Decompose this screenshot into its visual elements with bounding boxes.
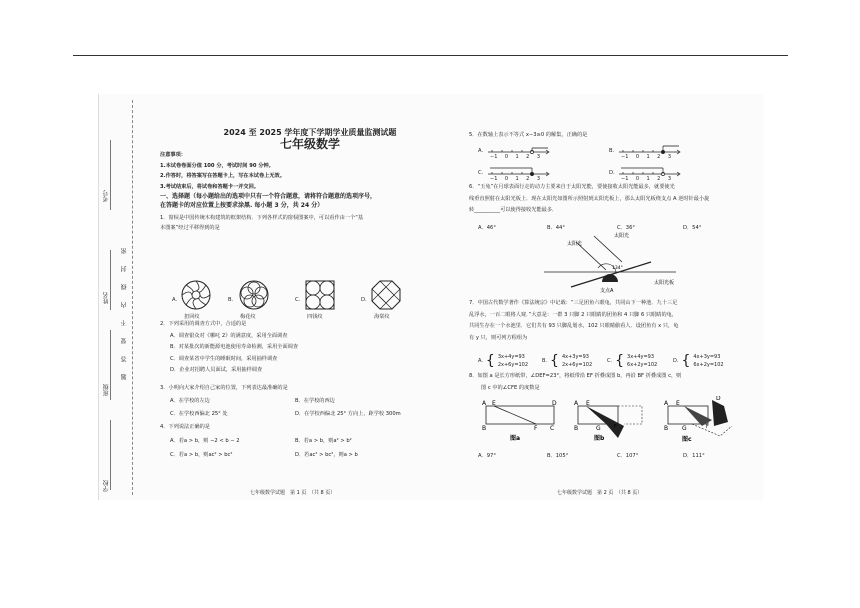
question-2: 2．下列采用的调查方式中，合适的是 A．调查银众对《哪吒 2》的满意度，采用全面调查 B．对某批次的新能源电池使用寿命检测，采用全面调查 C．调查某省中学生的睡眠时间，采用抽样调查 D．企业对招聘人员面试，采用抽样调查	[160, 321, 299, 373]
q4-option-a: A．若a > b，则 −2 < b − 2	[170, 438, 240, 444]
q6-option-b: B．44°	[547, 225, 565, 231]
section1-heading: 一、选择题（每小题给出的选项中只有一个符合题意，请将符合题意的选项序号， 在答题卡的对应位置上按要求涂黑. 每小题 3 分，共 24 分）	[160, 193, 377, 209]
right-page-footer: 七年级数学试题 第 2 页 （共 8 页）	[557, 490, 643, 496]
number-line-c	[486, 164, 552, 186]
svg-text:E: E	[492, 400, 496, 407]
svg-text:D: D	[716, 396, 721, 402]
q4-option-b: B．若a > b，则a² > b²	[295, 438, 352, 444]
q3-option-d: D．在学校西偏北 25° 方向上，距学校 300m	[295, 411, 401, 417]
question-5: 5．在数轴上表示不等式 x−3≥0 的解集，正确的是	[469, 132, 588, 138]
name-label: 姓名	[103, 292, 110, 304]
question-6: 6．“玉兔”在月球表面行走的动力主要来自于太阳光能，要使接收太阳光能最多，就要使光 线垂直照射在太阳光板上．现在太阳光如图所示照射到太阳光板上，那么太阳光板绕支点 A 逆时针最小旋 转__________可以使得接收光能最多．	[469, 184, 710, 213]
question-3: 3．小明向大家介绍自己家的位置，下列表达最准确的是	[160, 385, 288, 391]
q6-option-a: A．46°	[478, 225, 496, 231]
seal-dashed-line	[132, 100, 133, 495]
svg-text:G: G	[682, 425, 687, 432]
number-line-b	[617, 142, 683, 164]
sunlight-label-2: 太阳光	[614, 233, 630, 239]
exam-no-label: 考号	[103, 190, 110, 202]
figure-a-label: 图a	[510, 435, 521, 442]
svg-text:A: A	[664, 400, 669, 407]
svg-text:A: A	[482, 400, 487, 407]
school-label: 学校	[103, 480, 110, 492]
q8-option-c: C．107°	[617, 453, 639, 459]
exam-no-underline	[110, 140, 111, 210]
svg-text:B: B	[482, 425, 487, 432]
left-page	[160, 130, 460, 231]
svg-text:D: D	[552, 400, 557, 407]
class-underline	[110, 330, 111, 400]
svg-text:F: F	[706, 424, 709, 430]
q6-option-d: D．54°	[683, 225, 702, 231]
solar-panel-label: 太阳光板	[654, 280, 675, 286]
q8-option-b: B．105°	[547, 453, 569, 459]
figure-b-label: 图b	[594, 435, 605, 442]
question-8: 8．如图 a 是长方形纸带，∠DEF=23°，将纸带沿 EF 折叠成图 b，再沿 BF 折叠成图 c，则 图 c 中的∠CFE 的度数是	[469, 373, 682, 391]
svg-text:F: F	[614, 424, 617, 430]
four-coin-pattern-icon	[305, 280, 335, 310]
figure-c-label: 图c	[682, 436, 692, 443]
number-line-a	[486, 142, 552, 164]
svg-text:F: F	[534, 425, 538, 432]
spiral-pattern-icon	[180, 279, 212, 311]
q4-option-d: D．若ac² > bc²，则a > b	[295, 452, 358, 458]
top-rule	[73, 55, 788, 56]
class-label: 班级	[103, 384, 110, 396]
subject-title: 七年级数学	[279, 136, 340, 151]
q3-option-a: A．在学校的左边	[170, 398, 210, 404]
sunlight-panel-figure	[536, 232, 686, 296]
svg-text:G: G	[596, 425, 601, 432]
q4-option-c: C．若a > b，则ac² > bc²	[170, 452, 233, 458]
svg-text:E: E	[586, 400, 590, 407]
figure-a	[480, 398, 560, 444]
sunlight-label: 太阳光	[567, 241, 583, 247]
question-4: 4．下列说法正确的是	[160, 424, 210, 430]
q3-option-c: C．在学校西偏北 25° 处	[170, 411, 228, 417]
begonia-pattern-icon	[370, 279, 402, 311]
svg-text:E: E	[676, 400, 680, 407]
q6-option-c: C．36°	[617, 225, 636, 231]
figure-b	[572, 398, 652, 444]
notes: 注意事项： 1.本试卷卷面分值 100 分，考试时间 90 分钟。 2.作答时，将答案写在答题卡上，写在本试卷上无效。 3.考试结束后，将试卷和答题卡一并交回。	[160, 152, 285, 190]
question-1: 1．窗棂是中国传统木构建筑的框架结构．下列各样式的窗棂图案中，可以看作由一个“基 本图案”经过平移得到的是	[160, 215, 364, 231]
exam-title: 2024 至 2025 学年度下学期学业质量监测试题	[223, 128, 397, 137]
school-underline	[110, 420, 111, 490]
figure-c	[662, 396, 742, 444]
angle-label: 134°	[612, 266, 623, 271]
q8-option-a: A．97°	[478, 453, 496, 459]
q3-option-b: B．在学校的西边	[295, 398, 335, 404]
pivot-a-label: 支点A	[600, 288, 614, 294]
left-page-footer: 七年级数学试题 第 1 页 （共 8 页）	[250, 490, 336, 496]
q8-option-d: D．111°	[683, 453, 705, 459]
svg-text:C: C	[550, 425, 555, 432]
number-line-d	[617, 164, 683, 186]
plum-blossom-pattern-icon	[238, 279, 270, 311]
svg-text:A: A	[574, 400, 579, 407]
svg-text:B: B	[574, 425, 579, 432]
question-7: 7．中国古代数学著作《算法统宗》中记载：“三足团鱼六眼龟，共同山下一种池．九十三足 乱浮水，一百二眼将人窥．”大意是：一群 3 只脚 2 只眼睛的团鱼和 4 只脚 6 只眼睛的龟， 共同生存在一个水池里．它们共有 93 只脚乱划水，102 只眼睛偷看人．设团鱼有 x 只，龟 有 y 只，则可列方程组为	[469, 300, 679, 341]
svg-text:B: B	[664, 425, 669, 432]
name-underline	[110, 250, 111, 310]
